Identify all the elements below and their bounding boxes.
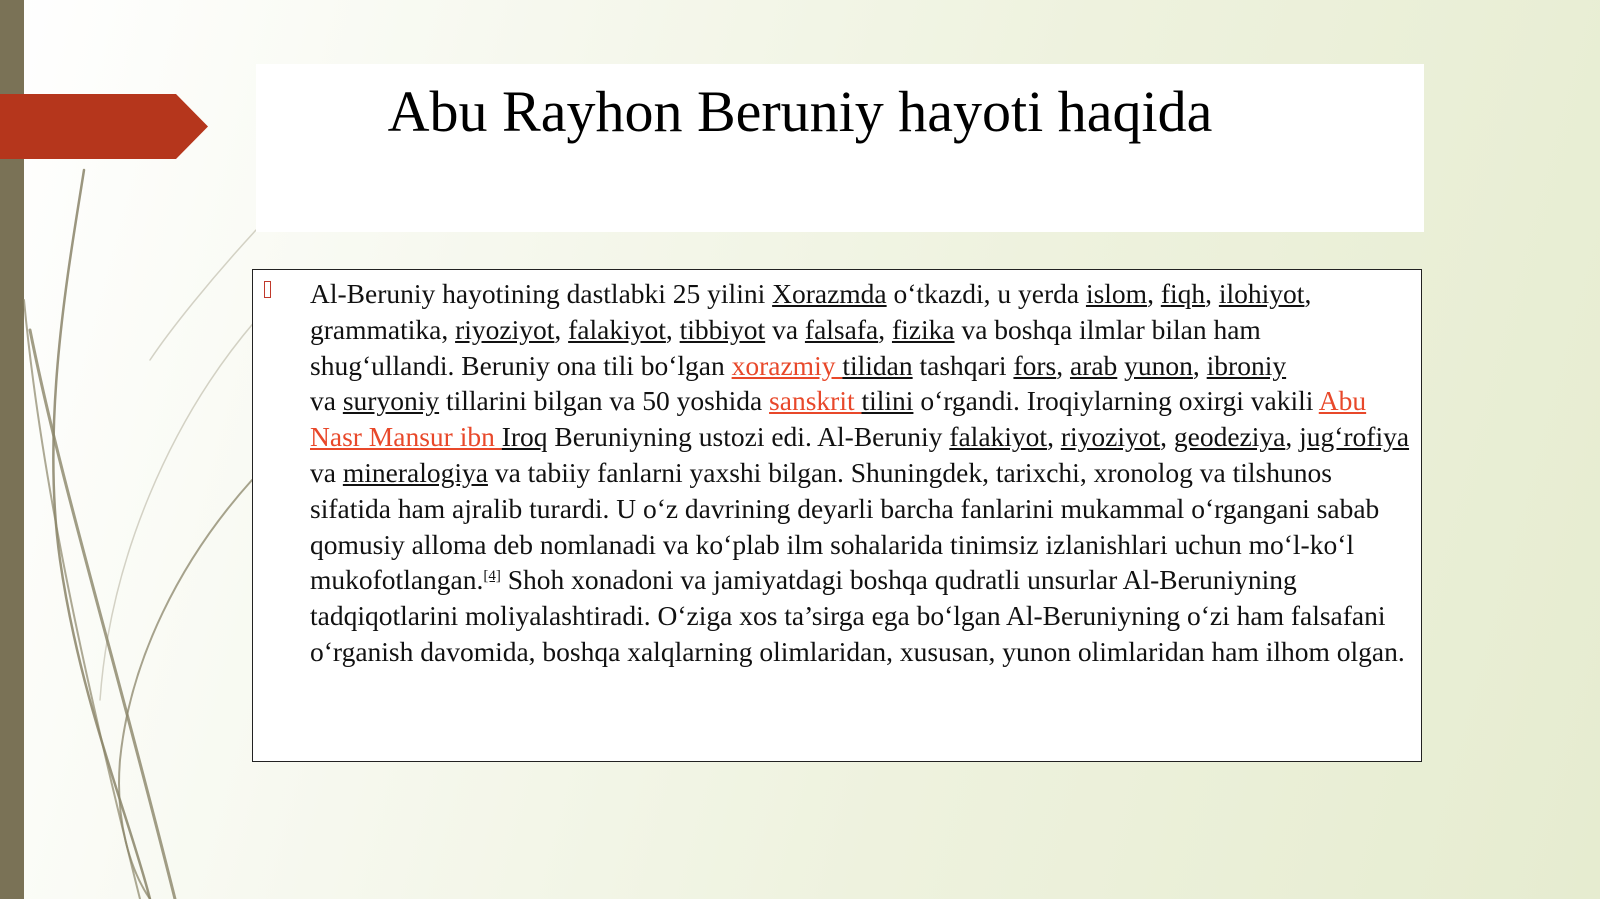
text-run: , [1192, 349, 1207, 381]
link-yunon[interactable]: yunon [1124, 349, 1193, 381]
text-run: , grammatika, [310, 278, 1312, 345]
link-riyoziyot[interactable]: riyoziyot [455, 313, 555, 345]
link-jugrofiya[interactable]: jug‘rofiya [1299, 421, 1410, 453]
link-mineralogiya[interactable]: mineralogiya [342, 456, 488, 488]
text-run: tashqari [912, 349, 1014, 381]
slide-title: Abu Rayhon Beruniy hayoti haqida [387, 79, 1213, 144]
link-arab[interactable]: arab [1069, 349, 1118, 381]
link-ilohiyot[interactable]: ilohiyot [1218, 278, 1305, 309]
text-run: , [1285, 421, 1300, 453]
text-run: o‘tkazdi, u yerda [886, 278, 1086, 309]
link-fizika[interactable]: fizika [891, 313, 955, 345]
link-fors[interactable]: fors [1013, 349, 1057, 381]
link-sanskrit[interactable]: sanskrit [769, 385, 862, 417]
link-geodeziya[interactable]: geodeziya [1173, 421, 1286, 453]
link-tilini[interactable]: tilini [861, 385, 914, 417]
text-run: va tabiiy fanlarni yaxshi bilgan. Shuningdek, tarixchi, xronolog va tilshunos sifatida ham ajralib turardi. U o‘z davrining deyarli barcha fanlarini mukammal o‘rgangani sabab qomusiy alloma deb nomlanadi va ko‘plab ilm sohalarida tinimsiz izlanishlari uchun mo‘l-ko‘l mukofotlangan. [310, 456, 1380, 596]
link-abu-nasr-mansur[interactable]: Abu Nasr Mansur ibn [310, 385, 1367, 453]
text-run: o‘rgandi. Iroqiylarning oxirgi vakili [913, 385, 1319, 417]
link-suryoniy[interactable]: suryoniy [342, 385, 440, 417]
link-falsafa[interactable]: falsafa [804, 313, 879, 345]
link-iroq[interactable]: Iroq [501, 421, 548, 453]
text-run: , [1047, 421, 1061, 453]
link-tibbiyot[interactable]: tibbiyot [679, 313, 766, 345]
text-run: Al-Beruniy hayotining dastlabki 25 yilini [310, 278, 773, 309]
text-run: , [878, 313, 892, 345]
square-bullet-icon [264, 281, 271, 298]
text-run: , [1160, 421, 1174, 453]
text-run: va [310, 385, 343, 417]
text-run: , [554, 313, 569, 345]
text-run: , [1205, 278, 1219, 309]
text-run: va [310, 456, 343, 488]
text-run: , [1147, 278, 1161, 309]
link-xorazmda[interactable]: Xorazmda [772, 278, 887, 309]
link-falakiyot[interactable]: falakiyot [568, 313, 666, 345]
text-run: , [665, 313, 680, 345]
link-fiqh[interactable]: fiqh [1160, 278, 1206, 309]
link-islom[interactable]: islom [1085, 278, 1148, 309]
link-riyoziyot-2[interactable]: riyoziyot [1060, 421, 1161, 453]
link-xorazmiy[interactable]: xorazmiy [731, 349, 843, 381]
body-paragraph [310, 276, 1410, 670]
link-falakiyot-2[interactable]: falakiyot [949, 421, 1048, 453]
text-run: Shoh xonadoni va jamiyatdagi boshqa qudratli unsurlar Al-Beruniyning tadqiqotlarini moliyalashtiradi. O‘ziga xos ta’sirga ega bo‘lgan Al-Beruniyning o‘zi ham falsafani o‘rganish davomida, boshqa xalqlarning olimlaridan, xususan, yunon olimlaridan ham ilhom olgan. [310, 564, 1405, 667]
text-run: , [1056, 349, 1070, 381]
text-run: va [765, 313, 805, 345]
reference-link[interactable]: [4] [483, 568, 501, 585]
text-run: Beruniyning ustozi edi. Al-Beruniy [547, 421, 950, 453]
link-tilidan[interactable]: tilidan [842, 349, 913, 381]
text-run: va boshqa ilmlar bilan ham shug‘ullandi. Beruniy ona tili bo‘lgan [310, 313, 1261, 381]
link-ibroniy[interactable]: ibroniy [1206, 349, 1287, 381]
text-run: tillarini bilgan va 50 yoshida [439, 385, 770, 417]
